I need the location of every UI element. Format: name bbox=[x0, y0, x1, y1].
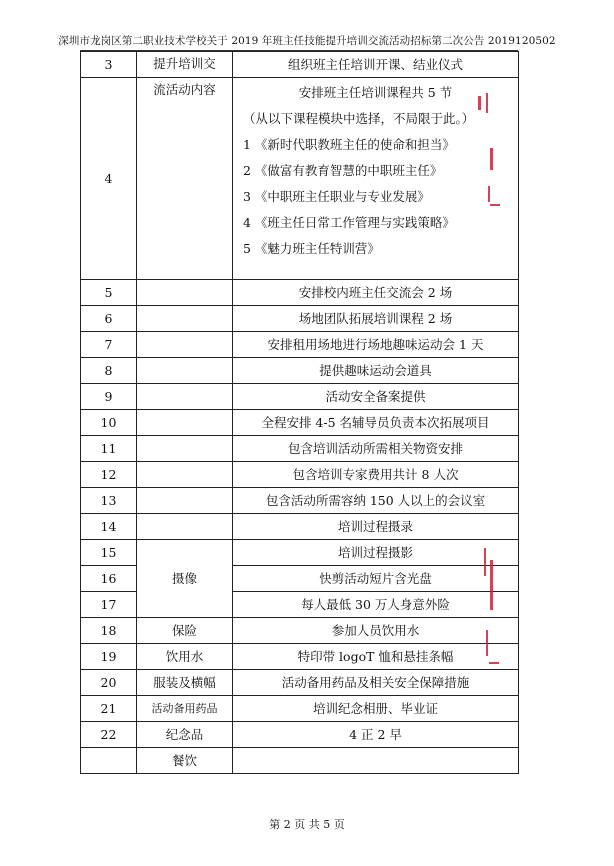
row-content: 安排校内班主任交流会 2 场 bbox=[233, 280, 519, 306]
table-row bbox=[81, 280, 519, 306]
table-row bbox=[81, 410, 519, 436]
table-row bbox=[81, 540, 519, 566]
category-empty bbox=[137, 280, 233, 306]
page-footer: 第 2 页 共 5 页 bbox=[269, 818, 345, 831]
course-item: 2 《做富有教育智慧的中职班主任》 bbox=[243, 163, 443, 178]
row-number: 12 bbox=[81, 462, 137, 488]
category-medicine: 活动备用药品 bbox=[137, 696, 233, 722]
seal-mark bbox=[488, 186, 490, 202]
row-content bbox=[233, 748, 519, 774]
row-content: 安排租用场地进行场地趣味运动会 1 天 bbox=[233, 332, 519, 358]
category-camera: 摄像 bbox=[137, 540, 233, 618]
category-insurance: 保险 bbox=[137, 618, 233, 644]
page-header: 深圳市龙岗区第二职业技术学校关于 2019 年班主任技能提升培训交流活动招标第二次公告 2019120502 bbox=[58, 35, 556, 47]
category-empty bbox=[137, 332, 233, 358]
row-number: 13 bbox=[81, 488, 137, 514]
row-number: 17 bbox=[81, 592, 137, 618]
table-row bbox=[81, 462, 519, 488]
table-row bbox=[81, 618, 519, 644]
row-number: 14 bbox=[81, 514, 137, 540]
category-empty bbox=[137, 488, 233, 514]
table-row bbox=[81, 670, 519, 696]
row-number: 15 bbox=[81, 540, 137, 566]
seal-mark bbox=[486, 93, 488, 113]
row-content: 培训过程摄影 bbox=[233, 540, 519, 566]
category-empty bbox=[137, 384, 233, 410]
row-number: 22 bbox=[81, 722, 137, 748]
row-content: 参加人员饮用水 bbox=[233, 618, 519, 644]
course-list-cell bbox=[233, 78, 519, 280]
category-empty bbox=[137, 462, 233, 488]
row-number: 9 bbox=[81, 384, 137, 410]
category-empty bbox=[137, 514, 233, 540]
category-catering: 餐饮 bbox=[137, 748, 233, 774]
category-empty bbox=[137, 306, 233, 332]
row-number: 7 bbox=[81, 332, 137, 358]
course-note: （从以下课程模块中选择，不局限于此。） bbox=[243, 111, 475, 126]
seal-mark bbox=[490, 204, 500, 206]
category-empty bbox=[137, 410, 233, 436]
row-number: 19 bbox=[81, 644, 137, 670]
course-item: 3 《中职班主任职业与专业发展》 bbox=[243, 189, 430, 204]
category-training-line2: 流活动内容 bbox=[137, 78, 233, 280]
category-water: 饮用水 bbox=[137, 644, 233, 670]
row-number: 4 bbox=[81, 78, 137, 280]
seal-mark bbox=[478, 96, 481, 110]
row-number: 20 bbox=[81, 670, 137, 696]
row-content: 组织班主任培训开课、结业仪式 bbox=[233, 52, 519, 78]
category-souvenir: 纪念品 bbox=[137, 722, 233, 748]
row-number: 11 bbox=[81, 436, 137, 462]
course-item: 1 《新时代职教班主任的使命和担当》 bbox=[243, 137, 455, 152]
table-row bbox=[81, 384, 519, 410]
row-content: 特印带 logoT 恤和悬挂条幅 bbox=[233, 644, 519, 670]
seal-mark bbox=[489, 662, 499, 664]
row-number: 3 bbox=[81, 52, 137, 78]
row-content: 包含培训专家费用共计 8 人次 bbox=[233, 462, 519, 488]
row-content: 全程安排 4-5 名辅导员负责本次拓展项目 bbox=[233, 410, 519, 436]
row-content: 包含培训活动所需相关物资安排 bbox=[233, 436, 519, 462]
table-row bbox=[81, 696, 519, 722]
seal-mark bbox=[484, 548, 486, 576]
table-row bbox=[81, 488, 519, 514]
row-content: 快剪活动短片含光盘 bbox=[233, 566, 519, 592]
seal-mark bbox=[490, 560, 493, 610]
table-row bbox=[81, 332, 519, 358]
course-item: 4 《班主任日常工作管理与实践策略》 bbox=[243, 215, 455, 230]
row-number: 21 bbox=[81, 696, 137, 722]
table-row bbox=[81, 306, 519, 332]
row-content: 包含活动所需容纳 150 人以上的会议室 bbox=[233, 488, 519, 514]
table-row bbox=[81, 78, 519, 280]
row-content: 4 正 2 早 bbox=[233, 722, 519, 748]
table-row bbox=[81, 644, 519, 670]
row-content: 场地团队拓展培训课程 2 场 bbox=[233, 306, 519, 332]
row-content: 活动安全备案提供 bbox=[233, 384, 519, 410]
category-empty bbox=[137, 436, 233, 462]
row-number bbox=[81, 748, 137, 774]
category-training-line1: 提升培训交 bbox=[137, 52, 233, 78]
row-number: 16 bbox=[81, 566, 137, 592]
table-row bbox=[81, 514, 519, 540]
course-item: 5 《魅力班主任特训营》 bbox=[243, 241, 380, 256]
row-content: 每人最低 30 万人身意外险 bbox=[233, 592, 519, 618]
row-content: 提供趣味运动会道具 bbox=[233, 358, 519, 384]
row-number: 18 bbox=[81, 618, 137, 644]
bid-items-table bbox=[80, 51, 519, 774]
seal-mark bbox=[486, 630, 488, 656]
row-content: 培训过程摄录 bbox=[233, 514, 519, 540]
table-row bbox=[81, 358, 519, 384]
seal-mark bbox=[490, 148, 493, 170]
row-content: 活动备用药品及相关安全保障措施 bbox=[233, 670, 519, 696]
row-number: 5 bbox=[81, 280, 137, 306]
category-clothing: 服装及横幅 bbox=[137, 670, 233, 696]
row-content: 培训纪念相册、毕业证 bbox=[233, 696, 519, 722]
table-row bbox=[81, 722, 519, 748]
table-row bbox=[81, 436, 519, 462]
row-number: 8 bbox=[81, 358, 137, 384]
row-number: 10 bbox=[81, 410, 137, 436]
table-row bbox=[81, 748, 519, 774]
table-row bbox=[81, 52, 519, 78]
category-empty bbox=[137, 358, 233, 384]
course-intro: 安排班主任培训课程共 5 节 bbox=[298, 85, 453, 100]
row-number: 6 bbox=[81, 306, 137, 332]
